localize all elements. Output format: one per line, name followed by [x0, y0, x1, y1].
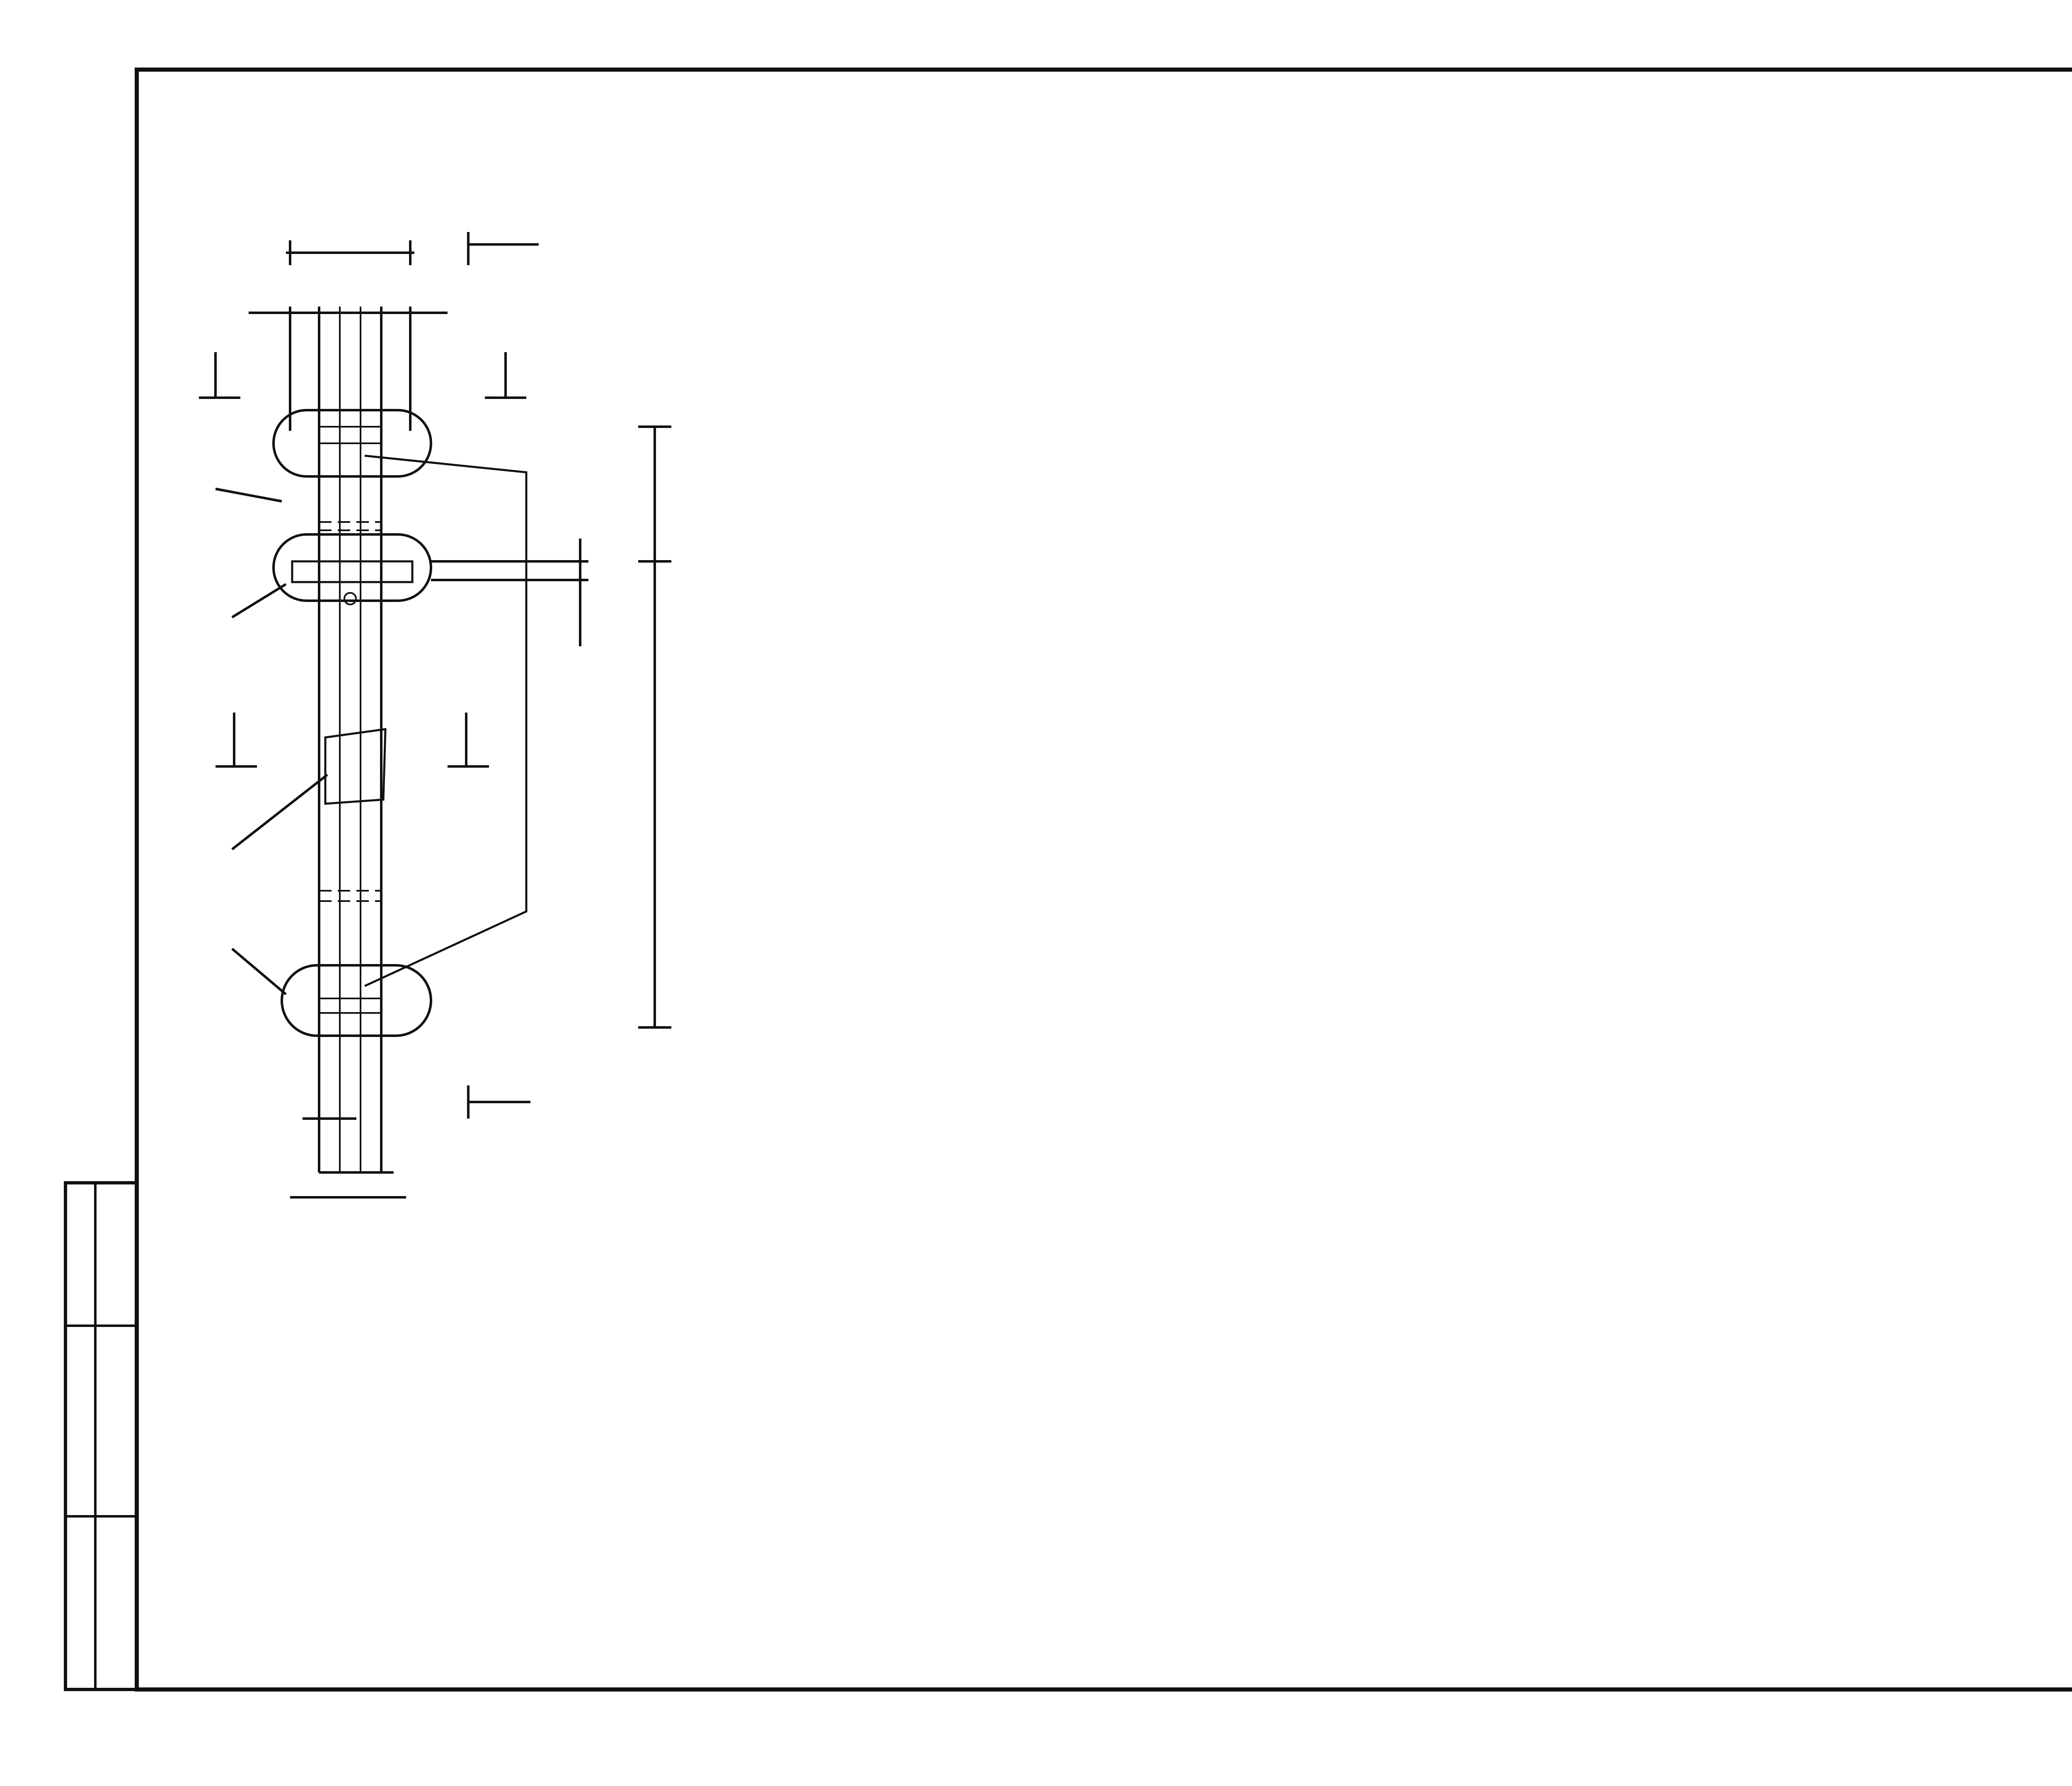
side-strip: [65, 1183, 137, 1689]
column-figure: [199, 232, 671, 1197]
